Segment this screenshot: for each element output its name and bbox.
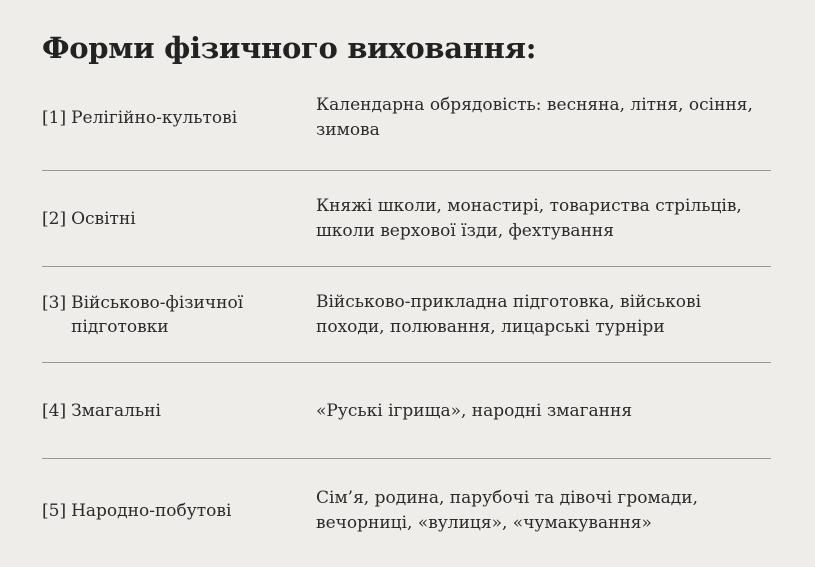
row-number: [2] (42, 209, 67, 229)
row-description: «Руські ігрища», народні змагання (316, 400, 633, 421)
divider (42, 266, 771, 267)
divider (42, 170, 771, 171)
row-number: [5] (42, 501, 67, 521)
list-item (42, 396, 770, 426)
list-item (42, 290, 770, 340)
row-name: Народно-побутові (71, 501, 232, 521)
row-number: [1] (42, 108, 67, 128)
row-name: Змагальні (71, 401, 161, 421)
row-name: Освітні (71, 209, 136, 229)
row-label (42, 291, 316, 339)
divider (42, 362, 771, 363)
list-item (42, 94, 770, 142)
row-name: Релігійно-культові (71, 108, 238, 128)
row-label (42, 106, 316, 130)
row-number: [4] (42, 401, 67, 421)
divider (42, 458, 771, 459)
row-label (42, 207, 316, 231)
row-description: Військово-прикладна підготовка, військові походи, полювання, лицарські турніри (316, 292, 702, 337)
row-description: Княжі школи, монастирі, товариства стрільців, школи верхової їзди, фехтування (316, 196, 742, 241)
row-description: Календарна обрядовість: весняна, літня, осіння, зимова (316, 95, 753, 140)
row-label (42, 499, 316, 523)
page-title: Форми фізичного виховання: (42, 31, 537, 65)
row-label (42, 399, 316, 423)
list-item (42, 194, 770, 244)
row-number: [3] (42, 293, 67, 313)
row-description: Сім’я, родина, парубочі та дівочі громади, вечорниці, «вулиця», «чумакування» (316, 488, 699, 533)
list-item (42, 486, 770, 536)
row-name: Військово-фізичної підготовки (71, 293, 244, 337)
